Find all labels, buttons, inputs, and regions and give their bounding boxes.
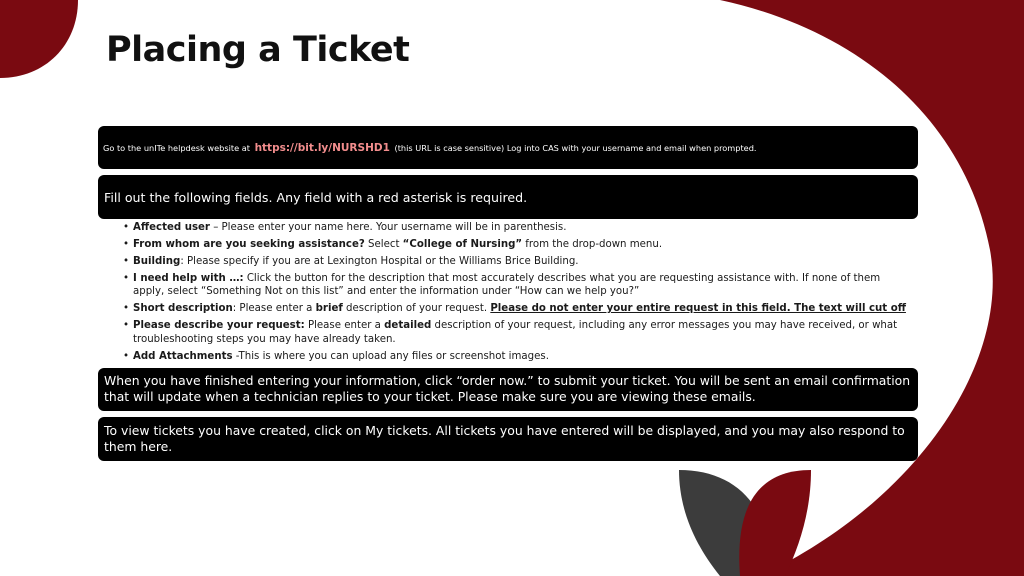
field-desc: : Please specify if you are at Lexington Hospital or the Williams Brice Building. bbox=[180, 255, 579, 267]
step4-text: To view tickets you have created, click on My tickets. All tickets you have entered will be displayed, and you may also respond to them here. bbox=[104, 423, 905, 454]
field-item-building bbox=[123, 255, 913, 269]
field-label: From whom are you seeking assistance? bbox=[133, 238, 365, 250]
step-submit-box bbox=[98, 368, 918, 411]
field-label: Please describe your request: bbox=[133, 320, 305, 332]
field-desc: Select bbox=[364, 238, 403, 250]
field-item-assistance bbox=[123, 238, 913, 252]
field-value: “College of Nursing” bbox=[402, 238, 523, 250]
field-desc: -This is where you can upload any files or screenshot images. bbox=[232, 350, 549, 362]
field-label: I need help with …: bbox=[133, 272, 244, 284]
field-item-attachments bbox=[123, 350, 913, 364]
field-item-short-description bbox=[123, 302, 913, 316]
field-item-describe-request bbox=[123, 319, 913, 346]
step1-text-after: (this URL is case sensitive) Log into CAS with your username and email when prompted. bbox=[394, 142, 757, 153]
field-item-affected-user bbox=[123, 221, 913, 235]
helpdesk-url-link[interactable]: https://bit.ly/NURSHD1 bbox=[254, 141, 390, 154]
field-warning: Please do not enter your entire request in this field. The text will cut off bbox=[490, 303, 906, 315]
field-emphasis: brief bbox=[315, 303, 343, 315]
field-desc: Click the button for the description that most accurately describes what you are requesting assistance with. If none of them apply, select “Something Not on this list” and enter the information under “How can we help you?” bbox=[133, 272, 881, 298]
field-list bbox=[123, 221, 913, 366]
page-title: Placing a Ticket bbox=[106, 30, 410, 70]
field-label: Building bbox=[133, 255, 181, 267]
step2-text: Fill out the following fields. Any field with a red asterisk is required. bbox=[104, 189, 528, 205]
field-desc: description of your request, including any error messages you may have received, or what troubleshooting steps you may have already taken. bbox=[133, 320, 898, 345]
field-desc: – Please enter your name here. Your username will be in parenthesis. bbox=[209, 222, 567, 233]
field-desc: Please enter a bbox=[304, 320, 385, 332]
step-fields-box bbox=[98, 175, 918, 219]
field-desc: : Please enter a bbox=[232, 303, 316, 315]
step1-text-before: Go to the unITe helpdesk website at bbox=[103, 142, 250, 153]
step-helpdesk-box bbox=[98, 126, 918, 169]
field-label: Short description bbox=[133, 303, 233, 315]
field-desc: from the drop-down menu. bbox=[522, 238, 663, 250]
field-emphasis: detailed bbox=[384, 320, 432, 332]
step-view-tickets-box bbox=[98, 417, 918, 461]
field-label: Affected user bbox=[133, 222, 210, 233]
field-item-need-help bbox=[123, 272, 913, 299]
field-desc: description of your request. bbox=[342, 303, 491, 315]
step3-text: When you have finished entering your information, click “order now.” to submit your ticket. You will be sent an email confirmation that will update when a technician replies to your ticket. Please make sure you are viewing these emails. bbox=[104, 373, 911, 404]
corner-blob-shape bbox=[0, 0, 78, 78]
field-label: Add Attachments bbox=[133, 350, 233, 362]
